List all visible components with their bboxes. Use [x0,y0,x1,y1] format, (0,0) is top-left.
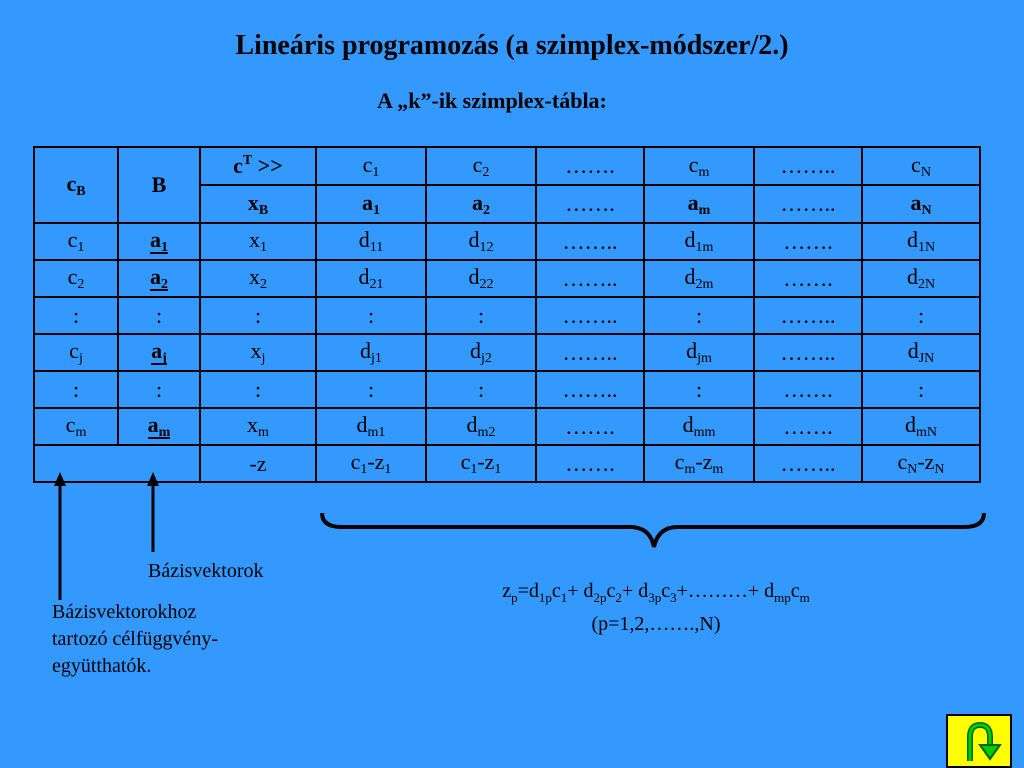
row-x: : [200,297,316,334]
row-x: : [200,371,316,408]
row-c: : [34,297,118,334]
row-c: $c_m$ [34,408,118,445]
objective-cm: $c_m-z_m$ [644,445,754,482]
formula-line-1: $z_p=d_{1p}c_1+ d_{2p}c_2+$ $d_{3p}c_3+\dots\dots\dots+ d_{mp}c_m$ [502,580,810,605]
row-dm: $d_{1m}$ [644,223,754,260]
row-a: : [118,297,200,334]
row-x: $x_2$ [200,260,316,297]
header-a1: $a_1$ [316,185,426,223]
header-xb: $x_B$ [200,185,316,223]
label-line-2: tartozó célfüggvény- [52,628,219,650]
row-x: $x_m$ [200,408,316,445]
row-dm: $d_{2m}$ [644,260,754,297]
row-dots-b: ……. [754,260,862,297]
row-dots-a: …….. [536,297,644,334]
row-d2: : [426,297,536,334]
row-dots-a: …….. [536,260,644,297]
header-adots-1: ……. [536,185,644,223]
arrow-to-cb [54,472,66,600]
row-dots-b: …….. [754,297,862,334]
row-dn: $d_{JN}$ [862,334,980,371]
label-coefficients [52,599,218,680]
header-c1: $c_1$ [316,147,426,185]
return-button[interactable] [946,714,1012,768]
row-dm: $d_{jm}$ [644,334,754,371]
row-dots-b: ……. [754,223,862,260]
objective-dots-a: ……. [536,445,644,482]
label-line-3: együtthatók. [52,655,152,677]
objective-c1: $c_1-z_1$ [316,445,426,482]
row-d1: : [316,371,426,408]
header-dots-2: …….. [754,147,862,185]
row-x: $x_1$ [200,223,316,260]
header-ct: $c^T$ >> [200,147,316,185]
row-dn: $d_{mN}$ [862,408,980,445]
row-dots-a: ……. [536,408,644,445]
row-a: $a_1$ [118,223,200,260]
arrow-to-b [147,472,159,552]
row-d1: $d_{11}$ [316,223,426,260]
row-a: $a_j$ [118,334,200,371]
formula-line-2: (p=1,2,…….,N) [591,613,721,635]
header-dots-1: ……. [536,147,644,185]
return-arrow-icon [958,721,1002,763]
row-a: $a_2$ [118,260,200,297]
header-cb: $c_B$ [34,147,118,223]
row-dots-a: …….. [536,334,644,371]
row-dots-a: …….. [536,371,644,408]
row-dn: $d_{1N}$ [862,223,980,260]
row-dots-b: ……. [754,408,862,445]
header-a2: $a_2$ [426,185,536,223]
objective-cn: $c_N-z_N$ [862,445,980,482]
objective-c2: $c_1-z_1$ [426,445,536,482]
header-adots-2: …….. [754,185,862,223]
row-a: $a_m$ [118,408,200,445]
row-dn: : [862,371,980,408]
row-d1: $d_{21}$ [316,260,426,297]
objective-x: -z [200,445,316,482]
label-line-1: Bázisvektorokhoz [52,601,197,623]
row-a: : [118,371,200,408]
header-c2: $c_2$ [426,147,536,185]
header-am: $a_m$ [644,185,754,223]
row-dots-b: …….. [754,334,862,371]
row-x: $x_j$ [200,334,316,371]
slide-title: Lineáris programozás (a szimplex-módszer/2.) [235,30,789,61]
row-dm: : [644,297,754,334]
row-d2: $d_{j2}$ [426,334,536,371]
row-dm: $d_{mm}$ [644,408,754,445]
row-dn: $d_{2N}$ [862,260,980,297]
row-d1: $d_{j1}$ [316,334,426,371]
row-dots-a: …….. [536,223,644,260]
row-dots-b: ……. [754,371,862,408]
row-c: : [34,371,118,408]
row-c: $c_2$ [34,260,118,297]
row-d2: $d_{m2}$ [426,408,536,445]
row-dn: : [862,297,980,334]
row-c: $c_1$ [34,223,118,260]
row-dm: : [644,371,754,408]
curly-brace [318,509,988,551]
row-d1: $d_{m1}$ [316,408,426,445]
row-d2: : [426,371,536,408]
header-cm: $c_m$ [644,147,754,185]
row-d2: $d_{12}$ [426,223,536,260]
objective-dots-b: …….. [754,445,862,482]
header-cn: $c_N$ [862,147,980,185]
row-d2: $d_{22}$ [426,260,536,297]
formula [386,578,926,637]
row-d1: : [316,297,426,334]
label-bazisvektorok: Bázisvektorok [148,560,264,582]
row-c: $c_j$ [34,334,118,371]
subtitle-text: A „k”-ik szimplex-tábla: [377,88,607,113]
header-b: B [118,147,200,223]
header-an: $a_N$ [862,185,980,223]
